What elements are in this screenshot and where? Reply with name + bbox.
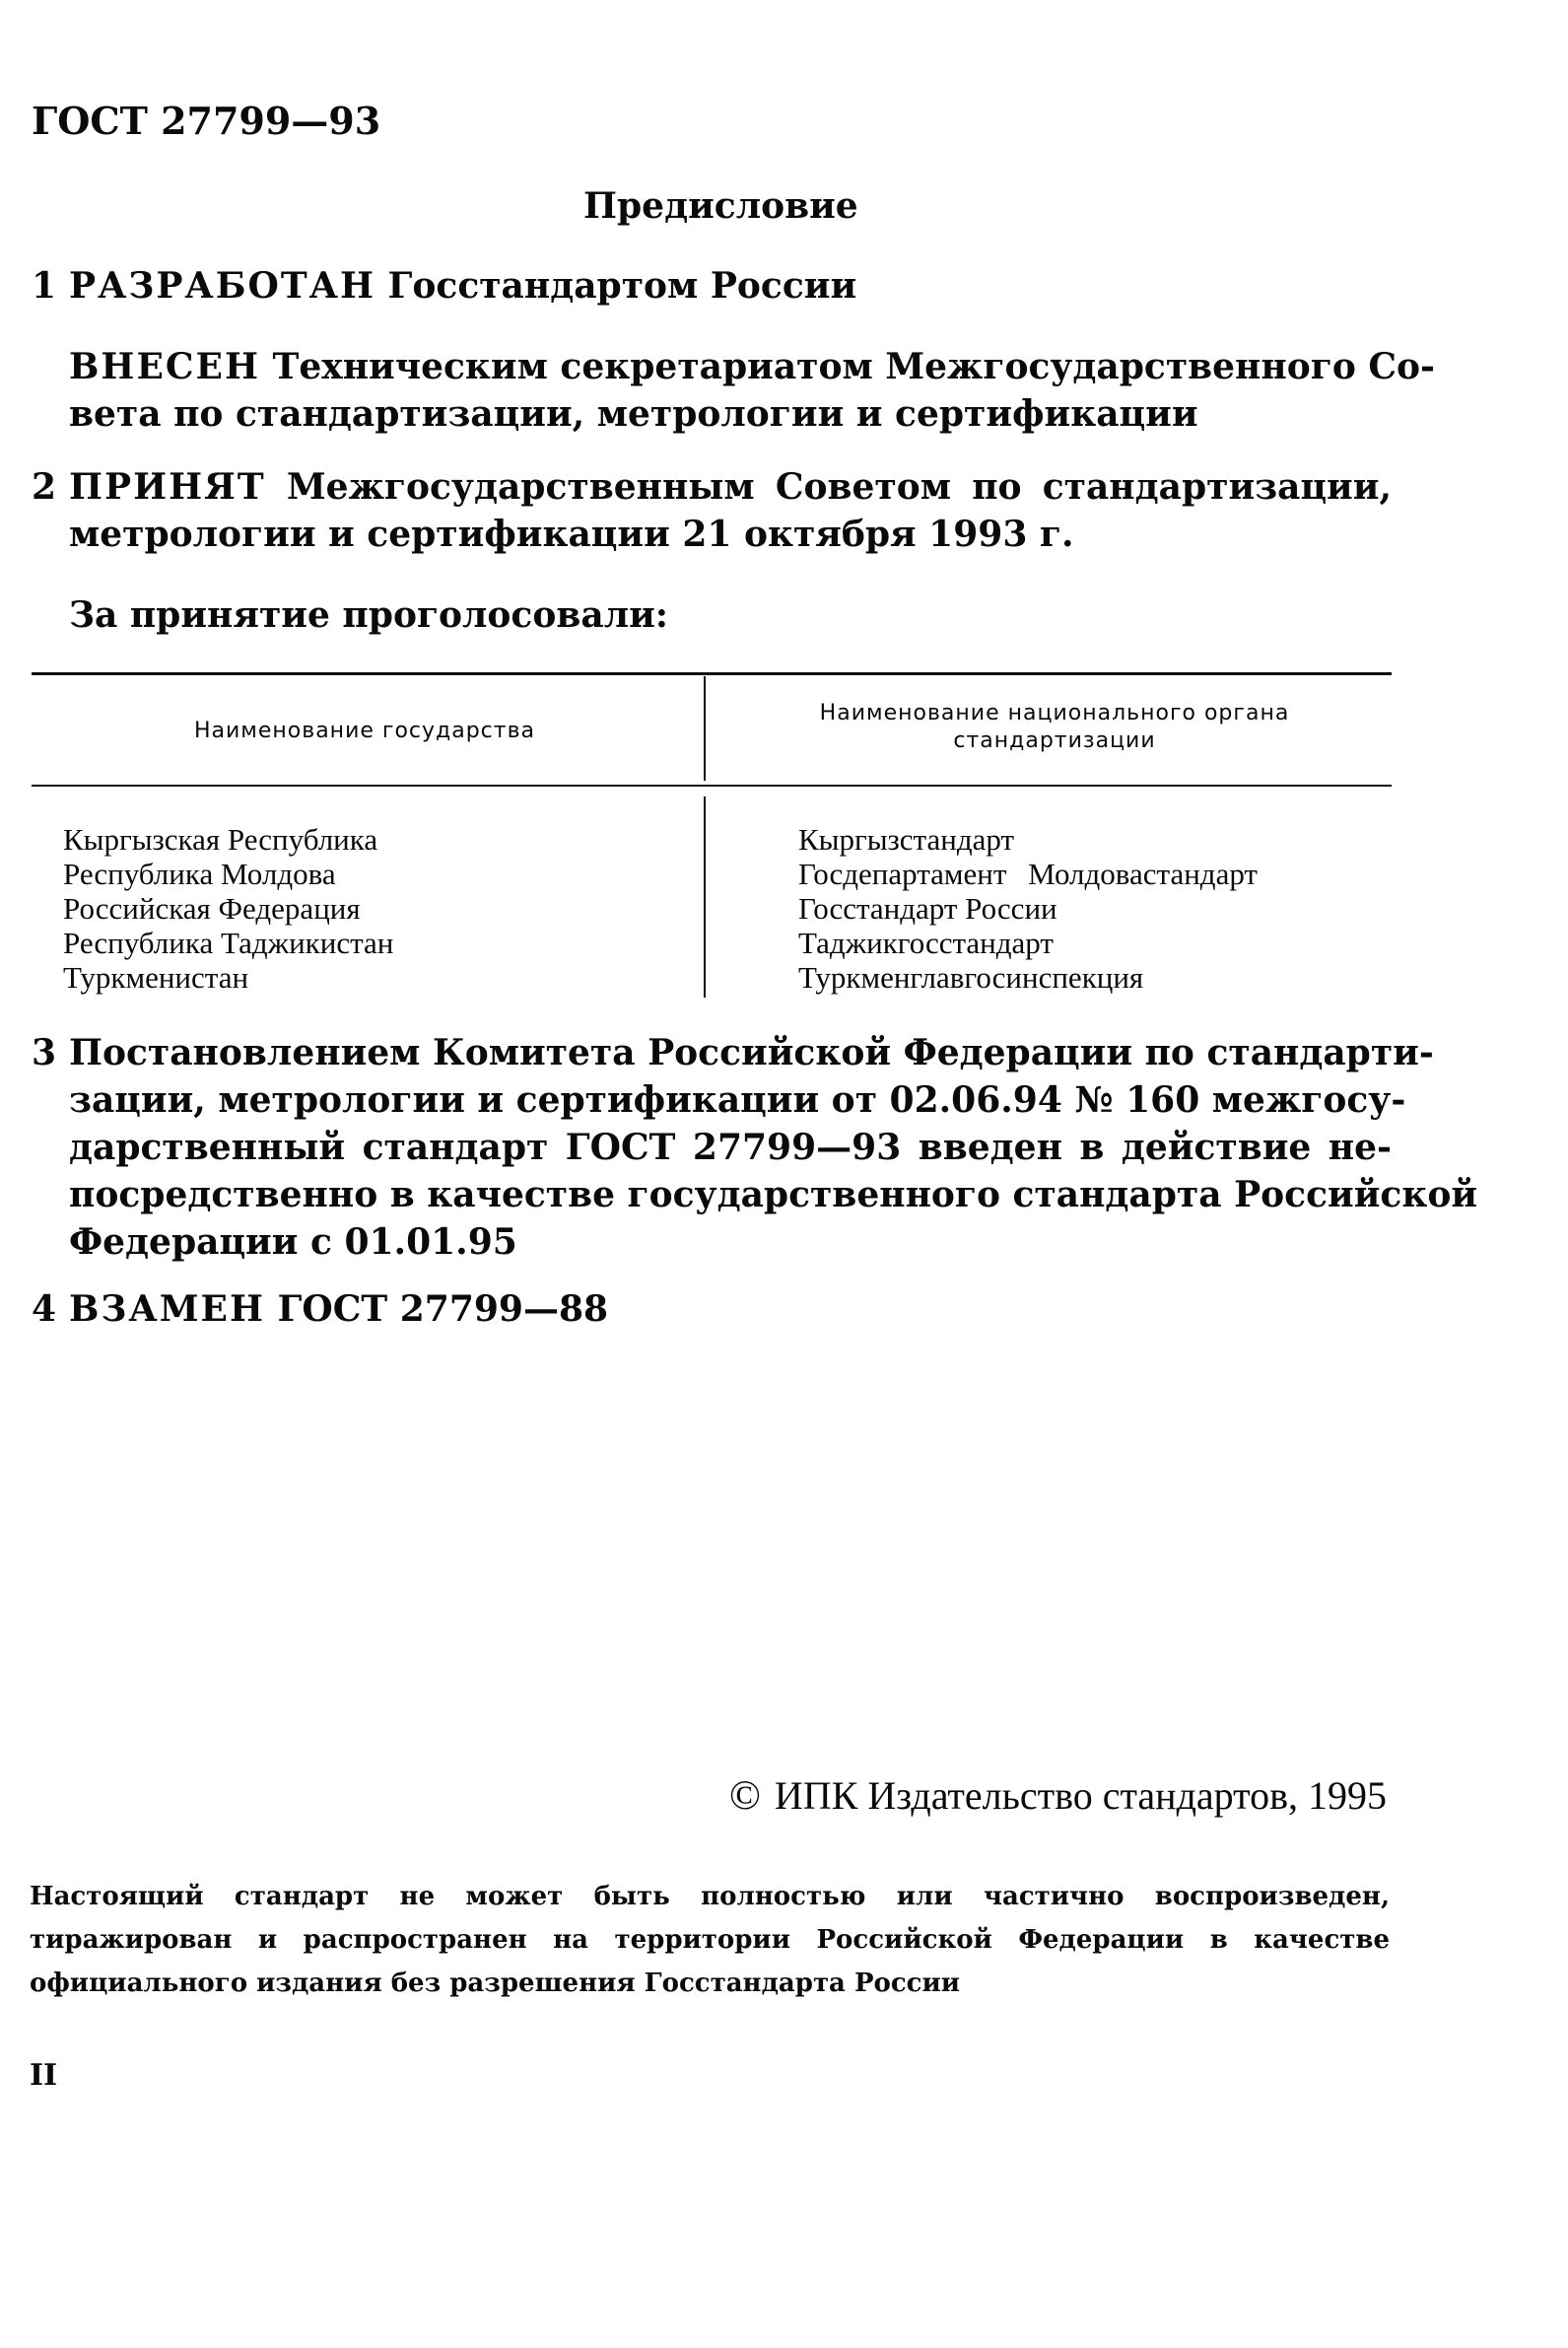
document-code: ГОСТ 27799—93 (32, 99, 381, 143)
table-top-rule (32, 672, 1392, 675)
table-cell-state: Республика Молдова (63, 857, 336, 891)
copyright-text: ИПК Издательство стандартов, 1995 (774, 1773, 1387, 1818)
foreword-item-4 (32, 1285, 1392, 1333)
item-3-line: дарственный стандарт ГОСТ 27799—93 введен в действие не- (69, 1127, 1392, 1168)
copyright-icon: © (729, 1773, 761, 1819)
item-text: Межгосударственным Советом по стандартизации, (265, 466, 1392, 508)
table-cell-body: Кыргызстандарт (798, 822, 1014, 857)
item-number: 2 (32, 466, 57, 508)
item-2-line-1 (69, 463, 1392, 511)
copyright-line (729, 1772, 1387, 1820)
table-cell-body: Таджикгосстандарт (798, 926, 1054, 960)
item-3-line: посредственно в качестве государственного стандарта Российской (69, 1174, 1478, 1215)
foreword-item-3 (32, 1029, 1478, 1266)
item-number: 4 (32, 1288, 57, 1330)
item-text: ГОСТ 27799—88 (265, 1288, 609, 1330)
item-3-line: зации, метрологии и сертификации от 02.06.94 № 160 межгосу- (69, 1079, 1406, 1121)
item-text: Госстандартом России (375, 265, 857, 307)
page-number: II (30, 2058, 58, 2093)
foreword-title: Предисловие (583, 185, 858, 227)
item-keyword: ПРИНЯТ (69, 466, 266, 508)
table-header-rule (32, 785, 1392, 787)
item-number: 1 (32, 265, 57, 307)
header-line-1: Наименование национального органа (819, 701, 1290, 725)
introduced-line-1 (69, 343, 1435, 390)
table-cell-body: Туркменглавгосинспекция (798, 960, 1144, 995)
foreword-introduced (69, 343, 1435, 438)
notice-line: официального издания без разрешения Госстандарта России (30, 1968, 961, 1998)
item-number: 3 (32, 1032, 57, 1073)
notice-line: Настоящий стандарт не может быть полностью или частично воспроизведен, (30, 1882, 1390, 1911)
introduced-keyword: ВНЕСЕН (69, 346, 260, 387)
table-cell-state: Российская Федерация (63, 891, 361, 926)
foreword-item-1 (32, 262, 1392, 310)
item-keyword: РАЗРАБОТАН (69, 265, 375, 307)
notice-line: тиражирован и распространен на территории Российской Федерации в качестве (30, 1925, 1390, 1955)
table-cell-body: Госстандарт России (798, 891, 1057, 926)
table-body-divider (704, 796, 706, 998)
item-2-line-2: метрологии и сертификации 21 октября 1993 г. (69, 514, 1074, 555)
item-keyword: ВЗАМЕН (69, 1288, 266, 1330)
table-header-divider (704, 676, 706, 781)
table-cell-state: Туркменистан (63, 960, 249, 995)
item-3-line: Федерации с 01.01.95 (69, 1221, 517, 1263)
foreword-item-2 (32, 463, 1392, 558)
introduced-text: Техническим секретариатом Межгосударственного Со- (260, 346, 1435, 387)
reproduction-notice (30, 1875, 1390, 2005)
table-cell-state: Кыргызская Республика (63, 822, 378, 857)
table-header-national-body (719, 700, 1390, 755)
introduced-line-2: вета по стандартизации, метрологии и сертификации (69, 393, 1198, 435)
table-header-state: Наименование государства (193, 719, 536, 743)
header-line-2: стандартизации (953, 728, 1156, 753)
voted-intro: За принятие проголосовали: (69, 594, 669, 636)
table-cell-body: Госдепартамент Молдовастандарт (798, 857, 1258, 891)
table-cell-state: Республика Таджикистан (63, 926, 394, 960)
item-3-line: Постановлением Комитета Российской Федерации по стандарти- (69, 1032, 1434, 1073)
